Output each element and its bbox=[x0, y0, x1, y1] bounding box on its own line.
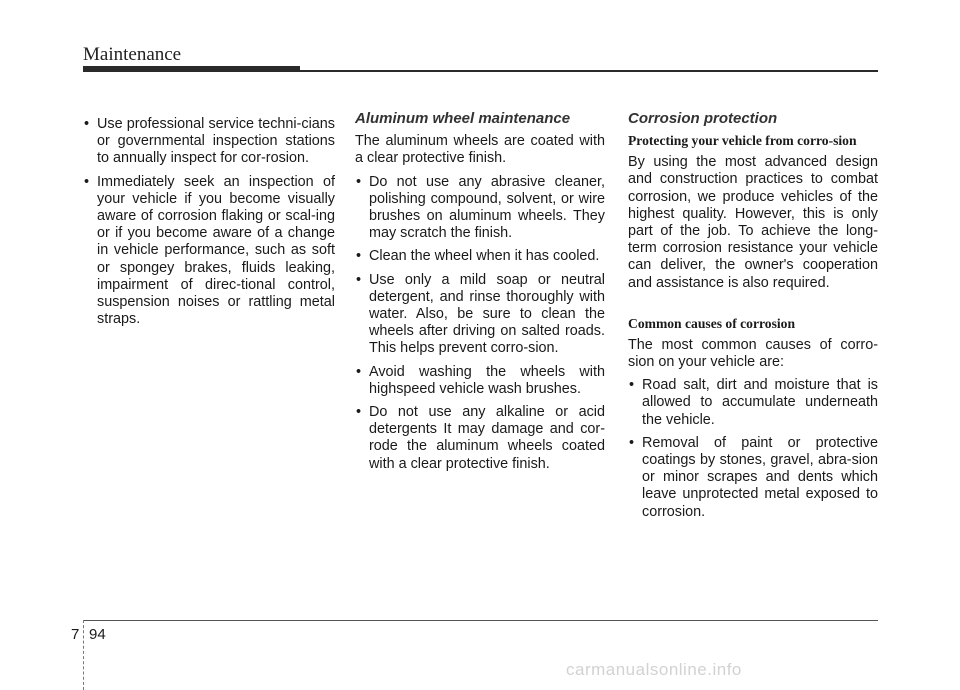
protecting-vehicle-subheading: Protecting your vehicle from corro-sion bbox=[628, 133, 857, 149]
bullet-item: • Do not use any alkaline or acid detergents It may damage and cor-rode the aluminum wheels coated with a clear protective finish. bbox=[355, 404, 605, 473]
bullet-item: • Avoid washing the wheels with highspeed vehicle wash brushes. bbox=[355, 364, 605, 398]
common-causes-paragraph: The most common causes of corro-sion on your vehicle are: bbox=[628, 336, 878, 371]
aluminum-wheel-bullet-list bbox=[355, 174, 605, 473]
corrosion-protection-heading: Corrosion protection bbox=[628, 110, 778, 127]
inspection-bullet-list bbox=[83, 116, 335, 328]
bullet-item: • Immediately seek an inspection of your vehicle if you become visually aware of corrosion flaking or scal-ing or if you become aware of a change in vehicle performance, such as soft or spongey brakes, fluids leaking, impairment of direc-tional control, suspension noises or rattling metal straps. bbox=[83, 174, 335, 329]
bullet-item: • Use professional service techni-cians or governmental inspection stations to annually inspect for cor-rosion. bbox=[83, 116, 335, 168]
bullet-item: • Removal of paint or protective coatings by stones, gravel, abra-sion or minor scrapes and dents which leave unprotected metal exposed to corrosion. bbox=[628, 435, 878, 521]
common-causes-subheading: Common causes of corrosion bbox=[628, 315, 796, 331]
aluminum-wheel-heading: Aluminum wheel maintenance bbox=[355, 110, 571, 127]
header-rule-thick bbox=[83, 66, 300, 72]
watermark: carmanualsonline.info bbox=[566, 660, 742, 679]
column-left bbox=[83, 116, 335, 334]
page-number: 94 bbox=[89, 626, 106, 643]
footer-divider bbox=[83, 620, 85, 690]
bullet-item: • Road salt, dirt and moisture that is allowed to accumulate underneath the vehicle. bbox=[628, 377, 878, 429]
spacer bbox=[628, 298, 878, 316]
column-right bbox=[628, 110, 878, 527]
column-middle bbox=[355, 110, 605, 479]
bullet-item: • Clean the wheel when it has cooled. bbox=[355, 248, 605, 265]
page-title: Maintenance bbox=[83, 44, 182, 65]
footer-rule bbox=[83, 620, 878, 621]
protecting-vehicle-paragraph: By using the most advanced design and construction practices to combat corrosion, we produce vehicles of the highest quality. However, this is only part of the job. To achieve the long-term corrosion resistance your vehicle can deliver, the owner's cooperation and assistance is also required. bbox=[628, 154, 878, 291]
common-causes-bullet-list bbox=[628, 377, 878, 521]
aluminum-wheel-intro: The aluminum wheels are coated with a clear protective finish. bbox=[355, 133, 605, 167]
bullet-item: • Use only a mild soap or neutral detergent, and rinse thoroughly with water. Also, be sure to clean the wheels after driving on salted roads. This helps prevent corro-sion. bbox=[355, 272, 605, 358]
bullet-item: • Do not use any abrasive cleaner, polishing compound, solvent, or wire brushes on aluminum wheels. They may scratch the finish. bbox=[355, 174, 605, 243]
chapter-number: 7 bbox=[71, 626, 80, 643]
header-rule-thin bbox=[300, 70, 878, 72]
